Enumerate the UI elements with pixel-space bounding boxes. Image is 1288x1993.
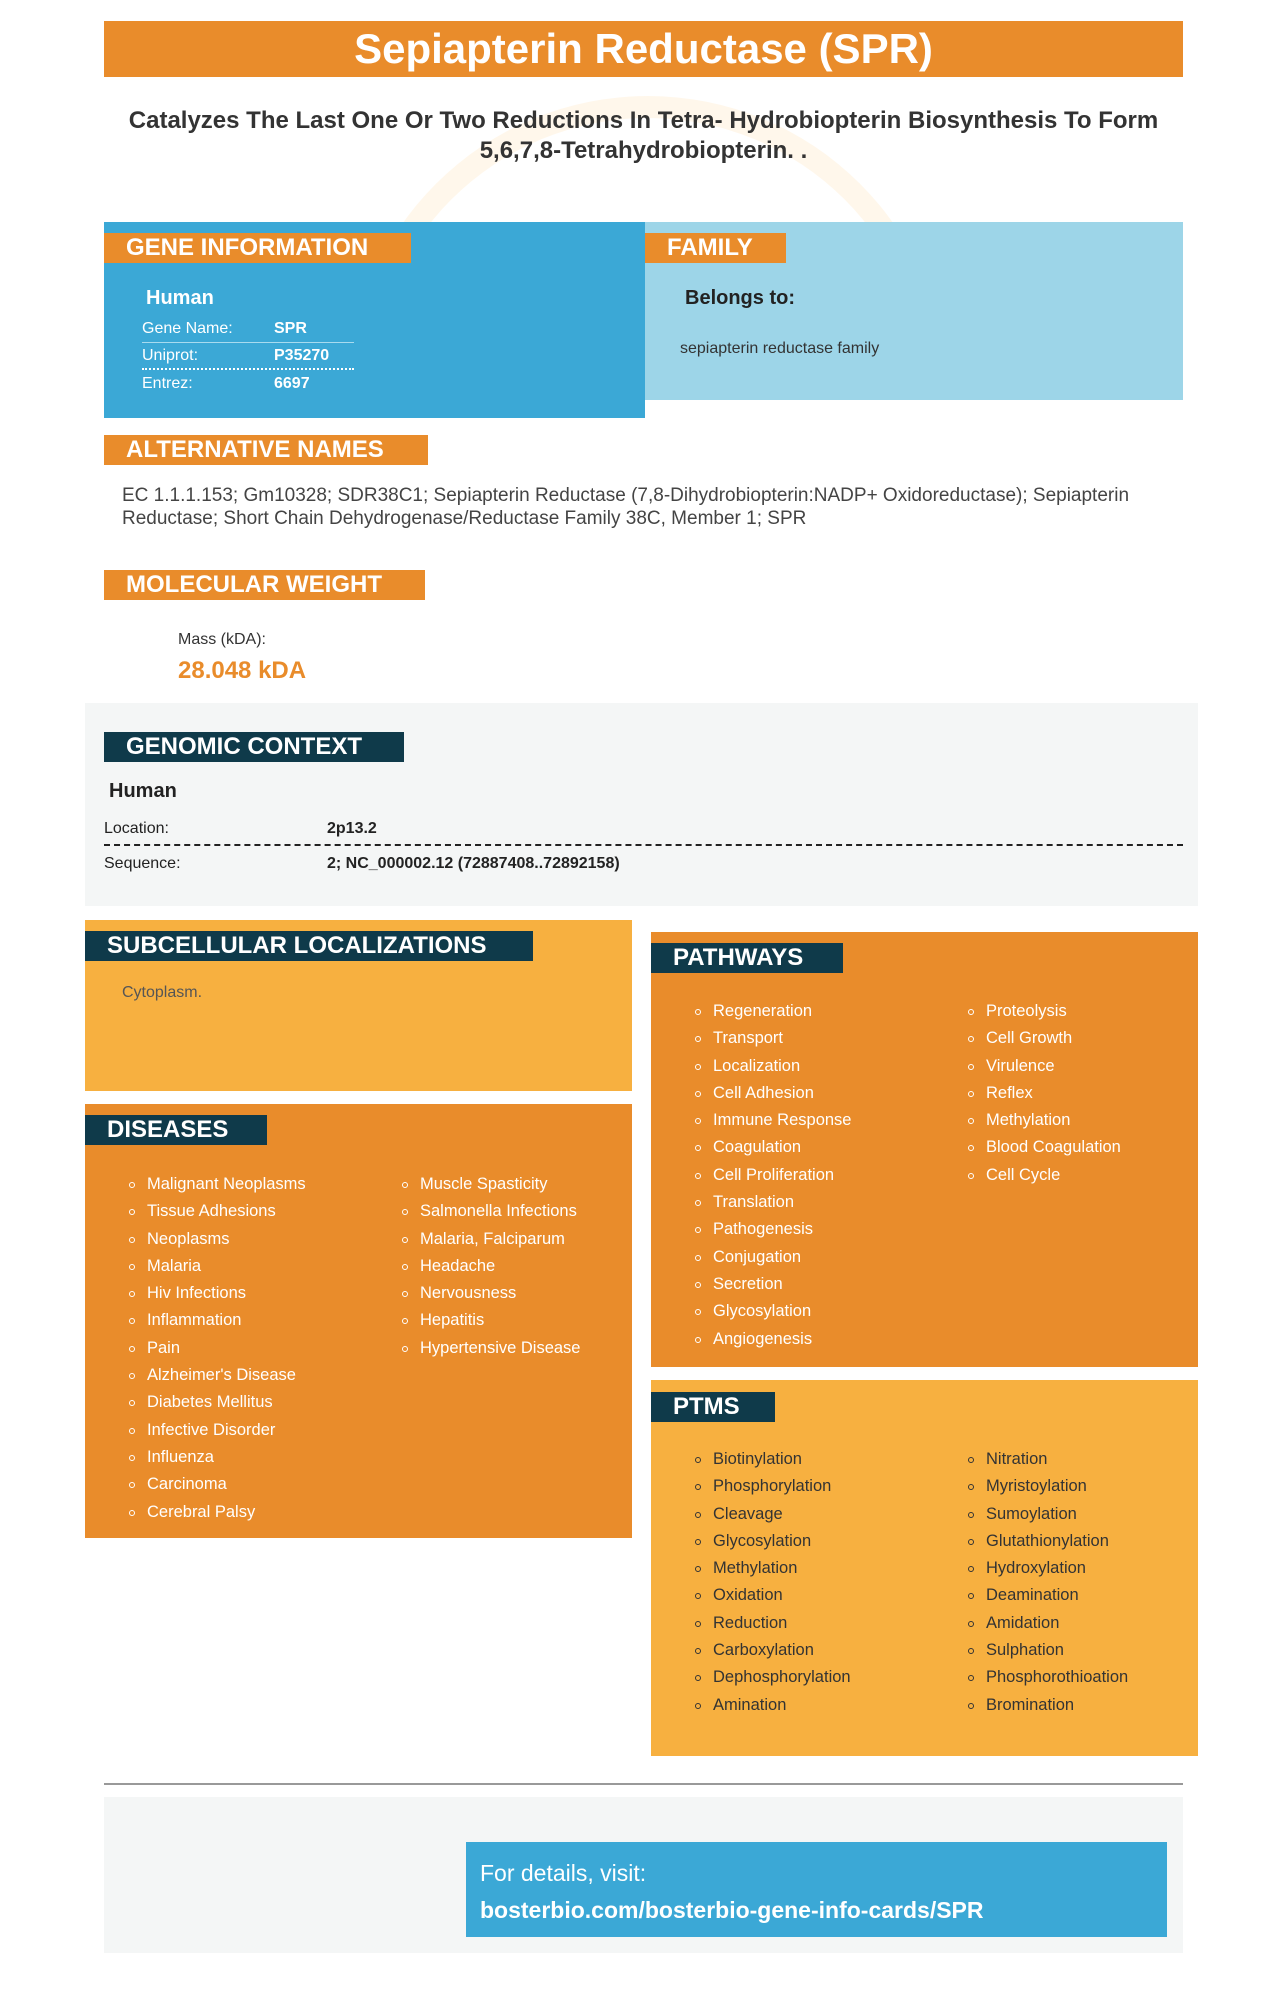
list-item: Deamination <box>968 1582 1128 1609</box>
list-item: Oxidation <box>695 1582 851 1609</box>
list-item: Neoplasms <box>129 1226 306 1253</box>
gene-row-value: P35270 <box>274 346 330 364</box>
mass-label: Mass (kDA): <box>178 631 266 648</box>
genomic-row-location <box>104 814 1183 846</box>
list-item: Localization <box>695 1053 852 1080</box>
list-item: Coagulation <box>695 1134 852 1161</box>
mass-value: 28.048 kDA <box>178 657 307 684</box>
list-item: Conjugation <box>695 1244 852 1271</box>
gene-row-label: Uniprot: <box>142 346 199 364</box>
details-url-link[interactable]: bosterbio.com/bosterbio-gene-info-cards/SPR <box>480 1897 984 1923</box>
list-item: Carboxylation <box>695 1637 851 1664</box>
gene-row-label: Gene Name: <box>142 320 233 337</box>
list-item: Cell Proliferation <box>695 1162 852 1189</box>
list-item: Methylation <box>968 1107 1121 1134</box>
alternative-names-heading: ALTERNATIVE NAMES <box>104 435 428 465</box>
title-banner <box>104 21 1183 77</box>
list-item: Cell Growth <box>968 1025 1121 1052</box>
ptms-heading: PTMS <box>651 1392 775 1422</box>
gene-row-name <box>142 316 354 343</box>
pathways-list-2 <box>968 998 1121 1189</box>
gene-species: Human <box>146 287 214 309</box>
list-item: Reflex <box>968 1080 1121 1107</box>
list-item: Glycosylation <box>695 1298 852 1325</box>
family-heading: FAMILY <box>645 233 786 263</box>
list-item: Influenza <box>129 1444 306 1471</box>
list-item: Secretion <box>695 1271 852 1298</box>
gene-row-label: Entrez: <box>142 374 193 392</box>
list-item: Carcinoma <box>129 1471 306 1498</box>
list-item: Reduction <box>695 1610 851 1637</box>
diseases-list-1 <box>129 1171 306 1526</box>
genomic-row-label: Sequence: <box>104 855 181 872</box>
list-item: Hydroxylation <box>968 1555 1128 1582</box>
details-label: For details, visit: <box>480 1860 647 1886</box>
list-item: Bromination <box>968 1692 1128 1719</box>
family-text: sepiapterin reductase family <box>680 340 880 357</box>
list-item: Methylation <box>695 1555 851 1582</box>
list-item: Virulence <box>968 1053 1121 1080</box>
list-item: Cell Adhesion <box>695 1080 852 1107</box>
list-item: Sulphation <box>968 1637 1128 1664</box>
list-item: Hepatitis <box>402 1307 581 1334</box>
list-item: Glycosylation <box>695 1528 851 1555</box>
list-item: Phosphorylation <box>695 1473 851 1500</box>
subcellular-heading: SUBCELLULAR LOCALIZATIONS <box>85 931 533 961</box>
list-item: Infective Disorder <box>129 1417 306 1444</box>
list-item: Amination <box>695 1692 851 1719</box>
list-item: Dephosphorylation <box>695 1664 851 1691</box>
list-item: Headache <box>402 1253 581 1280</box>
list-item: Regeneration <box>695 998 852 1025</box>
list-item: Myristoylation <box>968 1473 1128 1500</box>
ptms-list-2 <box>968 1446 1128 1719</box>
alternative-names-text: EC 1.1.1.153; Gm10328; SDR38C1; Sepiapterin Reductase (7,8-Dihydrobiopterin:NADP+ Oxidoreductase); Sepiapterin Reductase; Short Chain Dehydrogenase/Reductase Family 38C, Member 1; SPR <box>122 485 1130 529</box>
list-item: Blood Coagulation <box>968 1134 1121 1161</box>
pathways-list-1 <box>695 998 852 1353</box>
page-subtitle: Catalyzes The Last One Or Two Reductions In Tetra- Hydrobiopterin Biosynthesis To Form 5,6,7,8-Tetrahydrobiopterin. . <box>128 107 1159 164</box>
genomic-species: Human <box>109 780 177 802</box>
list-item: Biotinylation <box>695 1446 851 1473</box>
list-item: Muscle Spasticity <box>402 1171 581 1198</box>
list-item: Hypertensive Disease <box>402 1335 581 1362</box>
genomic-row-label: Location: <box>104 820 169 837</box>
list-item: Tissue Adhesions <box>129 1198 306 1225</box>
list-item: Proteolysis <box>968 998 1121 1025</box>
gene-info-heading: GENE INFORMATION <box>104 233 411 263</box>
list-item: Nervousness <box>402 1280 581 1307</box>
genomic-row-value: 2p13.2 <box>327 820 377 837</box>
list-item: Alzheimer's Disease <box>129 1362 306 1389</box>
list-item: Pathogenesis <box>695 1216 852 1243</box>
list-item: Diabetes Mellitus <box>129 1389 306 1416</box>
list-item: Phosphorothioation <box>968 1664 1128 1691</box>
list-item: Glutathionylation <box>968 1528 1128 1555</box>
ptms-list-1 <box>695 1446 851 1719</box>
list-item: Inflammation <box>129 1307 306 1334</box>
page-title: Sepiapterin Reductase (SPR) <box>354 25 933 72</box>
footer-divider <box>104 1783 1183 1785</box>
genomic-row-value: 2; NC_000002.12 (72887408..72892158) <box>327 855 620 872</box>
gene-row-value: 6697 <box>274 374 310 392</box>
list-item: Nitration <box>968 1446 1128 1473</box>
family-belongs-label: Belongs to: <box>685 287 795 309</box>
list-item: Salmonella Infections <box>402 1198 581 1225</box>
list-item: Cleavage <box>695 1501 851 1528</box>
list-item: Malaria, Falciparum <box>402 1226 581 1253</box>
genomic-row-sequence <box>104 848 1183 880</box>
gene-row-value: SPR <box>274 320 307 337</box>
list-item: Hiv Infections <box>129 1280 306 1307</box>
molecular-weight-heading: MOLECULAR WEIGHT <box>104 570 425 600</box>
list-item: Transport <box>695 1025 852 1052</box>
list-item: Cerebral Palsy <box>129 1499 306 1526</box>
gene-row-entrez <box>142 370 354 397</box>
pathways-heading: PATHWAYS <box>651 943 843 973</box>
subcellular-text: Cytoplasm. <box>122 984 203 1001</box>
list-item: Amidation <box>968 1610 1128 1637</box>
list-item: Immune Response <box>695 1107 852 1134</box>
diseases-list-2 <box>402 1171 581 1362</box>
list-item: Malaria <box>129 1253 306 1280</box>
list-item: Sumoylation <box>968 1501 1128 1528</box>
gene-row-uniprot <box>142 343 354 370</box>
diseases-heading: DISEASES <box>85 1115 267 1145</box>
details-link-box[interactable] <box>466 1842 1167 1937</box>
genomic-context-heading: GENOMIC CONTEXT <box>104 732 404 762</box>
list-item: Translation <box>695 1189 852 1216</box>
list-item: Pain <box>129 1335 306 1362</box>
list-item: Malignant Neoplasms <box>129 1171 306 1198</box>
list-item: Cell Cycle <box>968 1162 1121 1189</box>
list-item: Angiogenesis <box>695 1326 852 1353</box>
